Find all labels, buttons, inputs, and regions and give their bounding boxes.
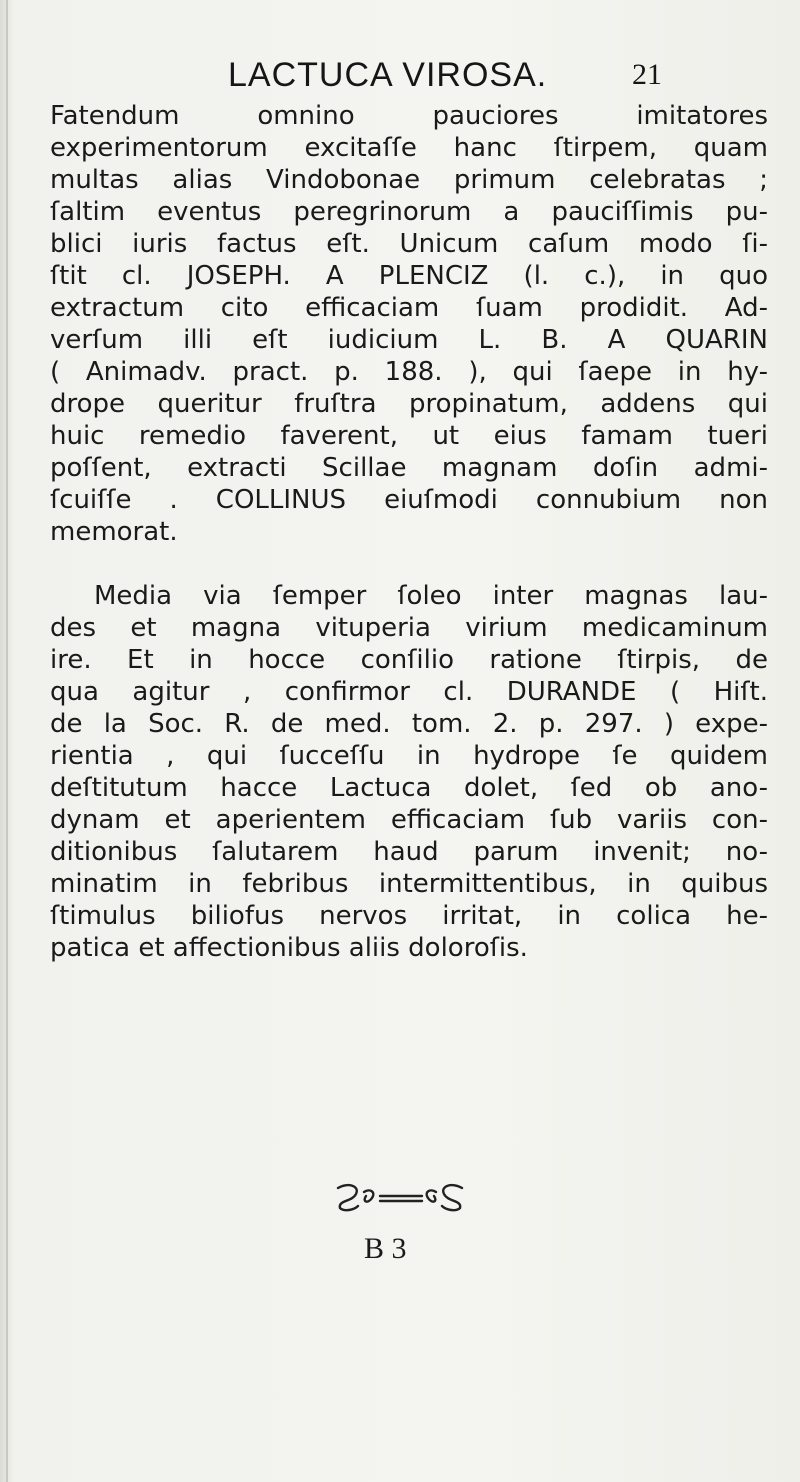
text-line: rientia , qui ſucceſſu in hydrope ſe quidem [50, 741, 768, 771]
text-line: poſſent, extracti Scillae magnam doſin admi- [50, 453, 768, 483]
text-line: ſcuiſſe . COLLINUS eiuſmodi connubium non [50, 485, 768, 515]
running-title: LACTUCA VIROSA. [228, 56, 548, 94]
ornament-divider [330, 1182, 470, 1212]
body-text [50, 100, 768, 964]
text-line: minatim in febribus intermittentibus, in quibus [50, 869, 768, 899]
text-line: deſtitutum hacce Lactuca dolet, ſed ob ano- [50, 773, 768, 803]
text-line: qua agitur , confirmor cl. DURANDE ( Hiſt. [50, 677, 768, 707]
text-line: ire. Et in hocce conſilio ratione ſtirpis, de [50, 645, 768, 675]
text-line: des et magna vituperia virium medicaminum [50, 613, 768, 643]
text-line: multas alias Vindobonae primum celebratas ; [50, 165, 768, 195]
text-line: dynam et aperientem efficaciam ſub variis con- [50, 805, 768, 835]
text-line: Media via ſemper ſoleo inter magnas lau- [94, 581, 768, 611]
text-line: extractum cito efficaciam ſuam prodidit. Ad- [50, 293, 768, 323]
text-line: drope queritur fruſtra propinatum, addens qui [50, 389, 768, 419]
text-line: verſum illi eſt iudicium L. B. A QUARIN [50, 325, 768, 355]
text-line: ſtimulus biliofus nervos irritat, in colica he- [50, 901, 768, 931]
text-line: Fatendum omnino pauciores imitatores [50, 101, 768, 131]
text-line: ſtit cl. JOSEPH. A PLENCIZ (l. c.), in quo [50, 261, 768, 291]
text-line: experimentorum excitaſſe hanc ſtirpem, quam [50, 133, 768, 163]
text-line: de la Soc. R. de med. tom. 2. p. 297. ) expe- [50, 709, 768, 739]
signature-mark: B 3 [364, 1232, 407, 1265]
paragraph-gap [50, 548, 768, 580]
text-line: ( Animadv. pract. p. 188. ), qui ſaepe in hy- [50, 357, 768, 387]
text-line: ditionibus ſalutarem haud parum invenit; no- [50, 837, 768, 867]
text-line: memorat. [50, 517, 178, 547]
page-number: 21 [632, 58, 662, 91]
binding-gutter [6, 0, 8, 1482]
text-line: huic remedio faverent, ut eius famam tueri [50, 421, 768, 451]
text-line: patica et affectionibus aliis doloroſis. [50, 933, 528, 963]
running-head [0, 56, 800, 96]
text-line: ſaltim eventus peregrinorum a pauciſſimis pu- [50, 197, 768, 227]
text-line: blici iuris factus eſt. Unicum caſum modo ſi- [50, 229, 768, 259]
